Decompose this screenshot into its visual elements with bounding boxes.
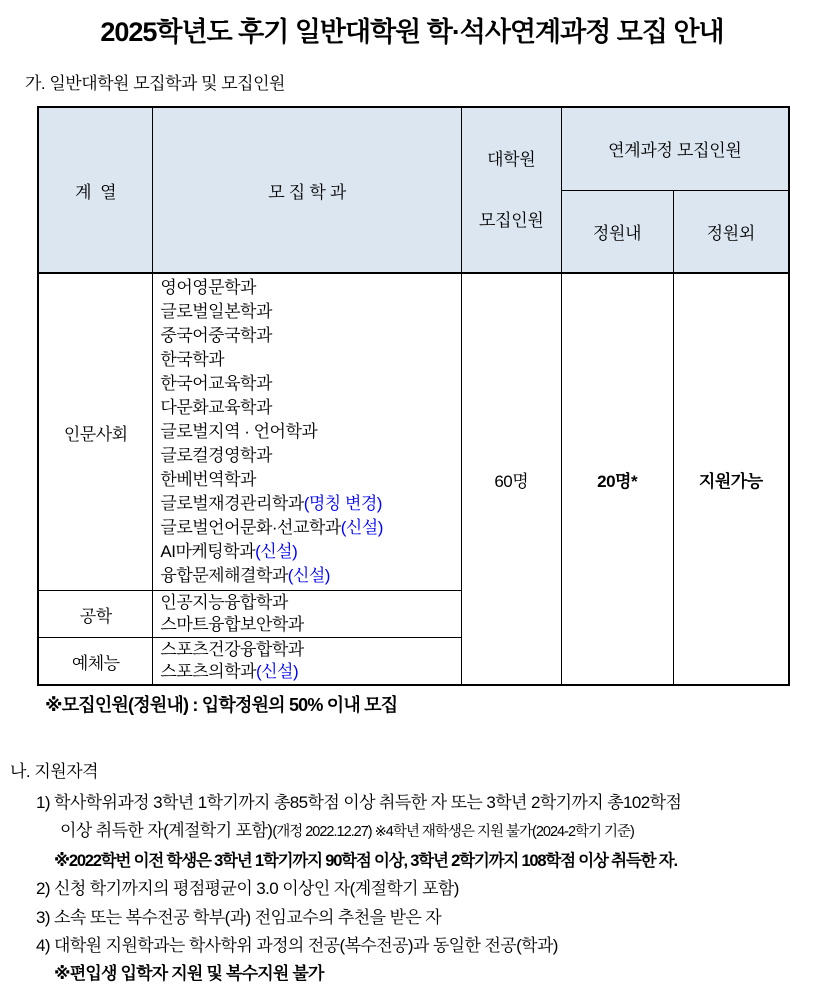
department-item xyxy=(160,348,460,372)
departments-cell-humanities xyxy=(153,273,461,591)
department-tag: (신설) xyxy=(287,566,330,585)
department-item xyxy=(160,324,460,348)
department-item xyxy=(160,396,460,420)
qualification-item-2: 2) 신청 학기까지의 평점평균이 3.0 이상인 자(계절학기 포함) xyxy=(36,879,459,899)
section-a-heading: 가. 일반대학원 모집학과 및 모집인원 xyxy=(25,74,285,93)
departments-cell-arts-sports xyxy=(153,638,461,686)
department-name: 글로벌일본학과 xyxy=(160,302,272,321)
department-tag: (신설) xyxy=(340,518,383,537)
department-name: 글로벌지역 · 언어학과 xyxy=(160,422,318,441)
col-header-within-quota: 정원내 xyxy=(561,190,673,273)
department-item xyxy=(160,420,460,444)
col-header-grad-quota-line2: 모집인원 xyxy=(479,211,544,230)
col-header-grad-quota-line1: 대학원 xyxy=(487,150,536,169)
department-name: 한베번역학과 xyxy=(160,470,256,489)
category-cell-engineering: 공학 xyxy=(38,591,153,638)
department-item xyxy=(160,614,460,636)
department-item xyxy=(160,564,460,588)
department-item xyxy=(160,592,460,614)
department-name: 스마트융합보안학과 xyxy=(160,615,304,634)
department-name: 한국학과 xyxy=(160,350,225,369)
department-name: AI마케팅학과 xyxy=(160,542,256,561)
qualification-item-1-line1: 1) 학사학위과정 3학년 1학기까지 총85학점 이상 취득한 자 또는 3학년 2학기까지 총102학점 xyxy=(36,793,682,812)
table-footnote: ※모집인원(정원내) : 입학정원의 50% 이내 모집 xyxy=(45,695,398,715)
category-cell-arts-sports: 예체능 xyxy=(38,638,153,686)
department-name: 스포츠건강융합학과 xyxy=(160,640,304,659)
qualification-item-1-note: ※2022학번 이전 학생은 3학년 1학기까지 90학점 이상, 3학년 2학기까지 108학점 이상 취득한 자. xyxy=(54,851,677,870)
page-title: 2025학년도 후기 일반대학원 학·석사연계과정 모집 안내 xyxy=(100,17,724,47)
department-item xyxy=(160,468,460,492)
col-header-grad-quota xyxy=(461,107,561,273)
outside-quota-cell: 지원가능 xyxy=(673,273,789,685)
department-item xyxy=(160,661,460,683)
department-item xyxy=(160,639,460,661)
departments-cell-engineering xyxy=(153,591,461,638)
department-item xyxy=(160,540,460,564)
admission-table-header xyxy=(38,107,789,273)
admission-table xyxy=(37,106,790,686)
table-row-humanities xyxy=(38,273,789,591)
department-tag: (신설) xyxy=(255,662,299,681)
col-header-departments: 모 집 학 과 xyxy=(153,107,461,273)
qualification-item-1-line2-main: 이상 취득한 자(계절학기 포함) xyxy=(60,821,273,841)
qualification-item-1-line2-revision: (개정 2022.12.27) ※4학년 재학생은 지원 불가(2024-2학기 기준) xyxy=(272,824,634,841)
department-name: 한국어교육학과 xyxy=(160,374,272,393)
within-quota-cell: 20명* xyxy=(561,273,673,685)
grad-quota-cell: 60명 xyxy=(461,273,561,685)
department-item xyxy=(160,492,460,516)
department-name: 융합문제해결학과 xyxy=(160,566,288,585)
department-name: 글로벌언어문화·선교학과 xyxy=(160,518,341,537)
department-name: 영어영문학과 xyxy=(160,278,256,297)
department-name: 스포츠의학과 xyxy=(160,662,256,681)
document-page xyxy=(0,10,824,989)
col-header-category: 계 열 xyxy=(38,107,153,273)
department-tag: (신설) xyxy=(255,542,298,561)
category-cell-humanities: 인문사회 xyxy=(38,273,153,591)
department-tag: (명칭 변경) xyxy=(303,494,382,513)
department-name: 글로컬경영학과 xyxy=(160,446,272,465)
department-name: 인공지능융합학과 xyxy=(160,593,288,612)
department-name: 다문화교육학과 xyxy=(160,398,272,417)
qualification-list xyxy=(36,789,824,989)
qualification-item-4: 4) 대학원 지원학과는 학사학위 과정의 전공(복수전공)과 동일한 전공(학과) xyxy=(36,936,558,956)
department-item xyxy=(160,300,460,324)
col-header-outside-quota: 정원외 xyxy=(673,190,789,273)
department-item xyxy=(160,444,460,468)
department-name: 중국어중국학과 xyxy=(160,326,272,345)
department-item xyxy=(160,276,460,300)
section-b-heading: 나. 지원자격 xyxy=(10,762,99,781)
qualification-item-4-note: ※편입생 입학자 지원 및 복수지원 불가 xyxy=(54,964,324,984)
department-item xyxy=(160,372,460,396)
qualification-item-3: 3) 소속 또는 복수전공 학부(과) 전임교수의 추천을 받은 자 xyxy=(36,907,442,927)
col-header-linked-quota: 연계과정 모집인원 xyxy=(561,107,789,190)
qualification-item-1-line2 xyxy=(60,817,824,846)
department-name: 글로벌재경관리학과 xyxy=(160,494,304,513)
department-item xyxy=(160,516,460,540)
